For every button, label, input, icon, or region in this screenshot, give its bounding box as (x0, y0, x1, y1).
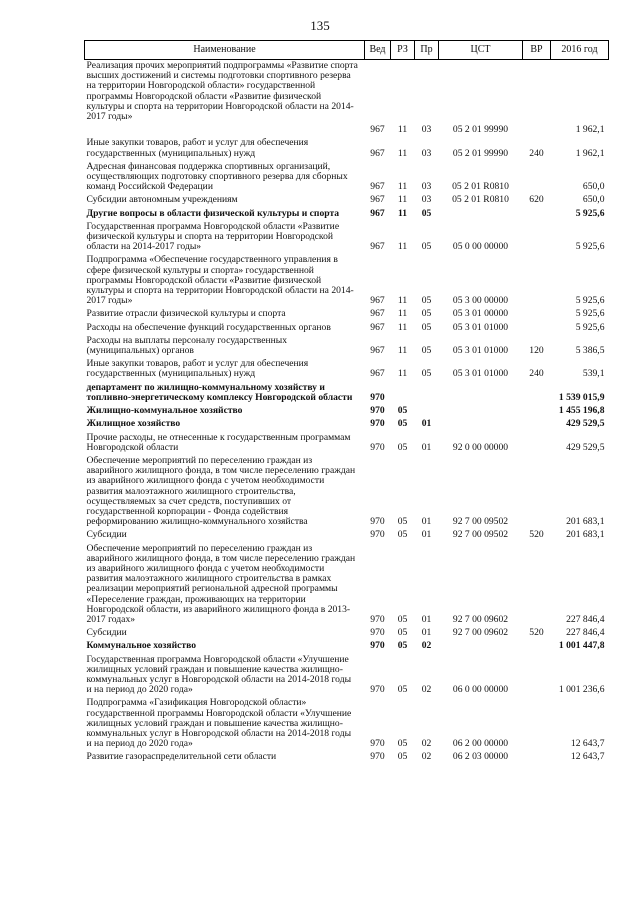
table-row (85, 194, 609, 207)
row-name: Государственная программа Новгородской области «Развитие физической культуры и спорта на территории Новгородской области на 2014-2017 годы» (86, 220, 340, 253)
row-pr: 05 (421, 295, 432, 307)
row-ved: 967 (370, 124, 385, 136)
page-number: 135 (310, 18, 330, 33)
row-vr (523, 418, 551, 431)
table-row (85, 335, 609, 358)
row-cst: 92 7 00 09502 (452, 516, 509, 528)
table-row (85, 751, 609, 764)
row-name: Расходы на обеспечение функций государственных органов (86, 321, 331, 333)
row-name: Другие вопросы в области физической культуры и спорта (86, 207, 340, 219)
row-ved (365, 60, 391, 125)
row-sum: 227 846,4 (566, 627, 605, 639)
row-ved: 967 (370, 295, 385, 307)
table-row (85, 254, 609, 308)
table-header (85, 41, 609, 60)
row-cst: 92 7 00 09502 (452, 529, 509, 541)
row-pr: 05 (421, 308, 432, 320)
table-row (85, 60, 609, 125)
row-ved: 967 (370, 368, 385, 380)
row-sum: 539,1 (582, 368, 605, 380)
row-pr: 05 (421, 368, 432, 380)
row-vr: 620 (529, 194, 544, 206)
row-pr: 03 (421, 194, 432, 206)
row-rz: 11 (397, 194, 408, 206)
row-cst: 05 2 01 99990 (452, 147, 509, 159)
row-pr: 02 (421, 738, 432, 750)
row-sum (551, 60, 609, 125)
row-vr: 240 (529, 147, 544, 159)
row-sum: 5 925,6 (575, 241, 605, 253)
row-vr (523, 208, 551, 221)
row-vr (523, 322, 551, 335)
row-rz: 11 (397, 308, 408, 320)
row-cst: 05 2 01 99990 (452, 124, 509, 136)
row-name: Субсидии автономным учреждениям (86, 194, 238, 206)
row-vr (523, 405, 551, 418)
row-rz: 11 (397, 207, 408, 219)
table-row (85, 161, 609, 195)
row-sum: 5 925,6 (575, 295, 605, 307)
column-header-cst: ЦСТ (439, 41, 523, 60)
row-rz: 11 (397, 368, 408, 380)
row-vr (523, 654, 551, 698)
row-ved: 970 (370, 405, 385, 417)
row-sum: 650,0 (582, 181, 605, 193)
row-name: Коммунальное хозяйство (86, 640, 196, 652)
row-name: Подпрограмма «Газификация Новгородской области» государственной программы Новгородской области «Улучшение жилищных условий граждан и повышение качества жилищно-коммунальных услуг в Новгородской области на 2014-2018 годы и на период до 2020 года» (86, 697, 352, 750)
row-name: Прочие расходы, не отнесенные к государственным программам Новгородской области (86, 431, 351, 453)
row-name: Развитие газораспределительной сети области (86, 751, 277, 763)
table-row (85, 137, 609, 160)
row-cst: 06 0 00 00000 (452, 684, 509, 696)
row-rz: 05 (397, 640, 408, 652)
table-row (85, 124, 609, 137)
row-cst: 05 3 00 00000 (452, 295, 509, 307)
row-vr (523, 382, 551, 405)
row-sum: 1 962,1 (575, 124, 605, 136)
table-row (85, 640, 609, 653)
row-sum: 201 683,1 (566, 529, 605, 541)
row-pr: 01 (421, 418, 432, 430)
row-rz: 05 (397, 516, 408, 528)
row-cst: 92 7 00 09602 (452, 613, 509, 625)
row-vr: 240 (529, 368, 544, 380)
row-ved: 970 (370, 613, 385, 625)
row-sum: 1 001 447,8 (558, 640, 605, 652)
row-ved: 967 (370, 181, 385, 193)
row-name: Субсидии (86, 627, 127, 639)
row-pr: 01 (421, 441, 432, 453)
row-rz: 11 (397, 147, 408, 159)
row-name: Расходы на выплаты персоналу государственных (муниципальных) органов (86, 334, 288, 357)
row-cst: 06 2 03 00000 (452, 751, 509, 763)
row-rz: 05 (397, 684, 408, 696)
row-vr (523, 697, 551, 751)
row-sum: 1 962,1 (575, 147, 605, 159)
row-ved: 970 (370, 441, 385, 453)
row-pr: 03 (421, 124, 432, 136)
row-vr (523, 543, 551, 628)
table-row (85, 308, 609, 321)
row-name: Обеспечение мероприятий по переселению граждан из аварийного жилищного фонда, в том числе переселению граждан из аварийного жилищного фонда с учетом необходимости развития малоэтажного жилищного строительства в рамках реализации мероприятий региональной адресной программы «Переселение граждан, проживающих на территории Новгородской области, из аварийного жилищного фонда в 2013-2017 годах» (86, 542, 356, 625)
row-ved: 970 (370, 391, 385, 403)
row-cst: 05 3 01 01000 (452, 345, 509, 357)
row-cst: 92 7 00 09602 (452, 627, 509, 639)
row-rz: 05 (397, 441, 408, 453)
table-row (85, 358, 609, 381)
row-ved: 967 (370, 207, 385, 219)
row-pr: 05 (421, 207, 432, 219)
row-pr: 05 (421, 321, 432, 333)
row-rz: 11 (397, 181, 408, 193)
row-cst: 06 2 00 00000 (452, 738, 509, 750)
row-vr (523, 751, 551, 764)
table-row (85, 697, 609, 751)
row-rz: 05 (397, 405, 408, 417)
table-row (85, 221, 609, 255)
row-name: Субсидии (86, 529, 127, 541)
row-cst: 05 2 01 R0810 (452, 181, 509, 193)
row-name: Адресная финансовая поддержка спортивных организаций, осуществляющих подготовку спортивного резерва для сборных команд Российской Федерации (86, 160, 348, 193)
row-pr (415, 60, 439, 125)
row-rz (391, 60, 415, 125)
row-name: Жилищно-коммунальное хозяйство (86, 405, 243, 417)
row-ved: 967 (370, 147, 385, 159)
row-vr (523, 432, 551, 455)
row-name: Обеспечение мероприятий по переселению граждан из аварийного жилищного фонда, в том числе переселению граждан из аварийного жилищного фонда с учетом необходимости развития малоэтажного жилищного строительства, осуществляемых за счет средств, поступивших от государственной корпорации - Фонда содействия реформированию жилищно-коммунального хозяйства (86, 454, 356, 528)
row-cst (439, 208, 523, 221)
row-vr (523, 308, 551, 321)
table-row (85, 382, 609, 405)
column-header-vr: ВР (523, 41, 551, 60)
row-cst: 05 3 01 01000 (452, 321, 509, 333)
row-vr: 120 (529, 345, 544, 357)
row-sum: 1 001 236,6 (558, 684, 605, 696)
table-row (85, 543, 609, 628)
table-row (85, 432, 609, 455)
row-cst (439, 405, 523, 418)
row-sum: 227 846,4 (566, 613, 605, 625)
row-sum: 1 539 015,9 (558, 391, 605, 403)
row-cst: 05 3 01 00000 (452, 308, 509, 320)
row-rz: 05 (397, 627, 408, 639)
row-sum: 5 925,6 (575, 207, 605, 219)
column-header-rz: РЗ (391, 41, 415, 60)
row-ved: 970 (370, 627, 385, 639)
row-ved: 970 (370, 684, 385, 696)
row-vr (523, 254, 551, 308)
row-rz: 05 (397, 529, 408, 541)
row-vr: 520 (529, 627, 544, 639)
row-pr: 02 (421, 751, 432, 763)
row-ved: 967 (370, 194, 385, 206)
row-name: Подпрограмма «Обеспечение государственного управления в сфере физической культуры и спорта» государственной программы Новгородской области «Развитие физической культуры и спорта на территории Новгородской области на 2014-2017 годы» (86, 254, 354, 307)
row-ved: 970 (370, 418, 385, 430)
row-rz: 05 (397, 738, 408, 750)
row-sum: 12 643,7 (570, 751, 605, 763)
table-row (85, 654, 609, 698)
column-header-sum: 2016 год (551, 41, 609, 60)
table-row (85, 405, 609, 418)
row-name: Жилищное хозяйство (86, 418, 181, 430)
row-name (85, 124, 365, 137)
row-name: Реализация прочих мероприятий подпрограммы «Развитие спорта высших достижений и системы подготовки спортивного резерва на территории Новгородской области» государственной программы Новгородской области «Развитие физической культуры и спорта на территории Новгородской области на 2014-2017 годы» (86, 60, 358, 123)
row-vr (523, 124, 551, 137)
table-body (85, 60, 609, 765)
column-header-name: Наименование (85, 41, 365, 60)
table-row (85, 322, 609, 335)
row-ved: 967 (370, 345, 385, 357)
row-ved: 970 (370, 516, 385, 528)
row-sum: 5 386,5 (575, 345, 605, 357)
row-pr: 01 (421, 529, 432, 541)
row-vr (523, 221, 551, 255)
row-ved: 967 (370, 241, 385, 253)
row-cst: 05 2 01 R0810 (452, 194, 509, 206)
row-sum: 5 925,6 (575, 308, 605, 320)
row-sum: 429 529,5 (566, 441, 605, 453)
row-vr: 520 (529, 529, 544, 541)
row-sum: 1 455 196,8 (558, 405, 605, 417)
row-rz: 05 (397, 751, 408, 763)
row-pr: 05 (421, 345, 432, 357)
row-ved: 967 (370, 321, 385, 333)
row-pr (415, 382, 439, 405)
table-row (85, 455, 609, 529)
row-vr (523, 640, 551, 653)
row-ved: 970 (370, 738, 385, 750)
row-rz: 11 (397, 321, 408, 333)
row-ved: 970 (370, 640, 385, 652)
table-row (85, 529, 609, 542)
row-vr (523, 455, 551, 529)
table-row (85, 627, 609, 640)
row-pr: 01 (421, 627, 432, 639)
row-name: Развитие отрасли физической культуры и спорта (86, 308, 286, 320)
row-pr: 02 (421, 640, 432, 652)
row-pr: 01 (421, 516, 432, 528)
row-vr (523, 161, 551, 195)
table-row (85, 418, 609, 431)
row-rz: 05 (397, 418, 408, 430)
row-sum: 650,0 (582, 194, 605, 206)
row-ved: 970 (370, 529, 385, 541)
row-cst: 92 0 00 00000 (452, 441, 509, 453)
row-cst: 05 3 01 01000 (452, 368, 509, 380)
row-pr: 01 (421, 613, 432, 625)
row-sum: 429 529,5 (566, 418, 605, 430)
row-cst (439, 640, 523, 653)
row-cst: 05 0 00 00000 (452, 241, 509, 253)
row-name: Государственная программа Новгородской области «Улучшение жилищных условий граждан и повышение качества жилищно-коммунальных услуг в Новгородской области на 2014-2018 годы и на период до 2020 года» (86, 653, 352, 696)
row-ved: 970 (370, 751, 385, 763)
row-rz: 11 (397, 124, 408, 136)
row-cst (439, 60, 523, 125)
row-pr: 05 (421, 241, 432, 253)
row-pr: 02 (421, 684, 432, 696)
row-rz: 11 (397, 345, 408, 357)
row-name: Иные закупки товаров, работ и услуг для обеспечения государственных (муниципальных) нужд (86, 137, 309, 159)
row-name: департамент по жилищно-коммунальному хозяйству и топливно-энергетическому комплексу Новгородской области (86, 381, 353, 403)
table-row (85, 208, 609, 221)
row-sum: 12 643,7 (570, 738, 605, 750)
row-pr (415, 405, 439, 418)
row-cst (439, 382, 523, 405)
row-sum: 5 925,6 (575, 321, 605, 333)
row-rz: 11 (397, 241, 408, 253)
row-name: Иные закупки товаров, работ и услуг для обеспечения государственных (муниципальных) нужд (86, 358, 309, 380)
row-rz (391, 382, 415, 405)
row-pr: 03 (421, 181, 432, 193)
row-cst (439, 418, 523, 431)
budget-table (84, 40, 609, 765)
row-rz: 05 (397, 613, 408, 625)
row-sum: 201 683,1 (566, 516, 605, 528)
row-rz: 11 (397, 295, 408, 307)
column-header-pr: Пр (415, 41, 439, 60)
column-header-ved: Вед (365, 41, 391, 60)
row-pr: 03 (421, 147, 432, 159)
row-vr (523, 60, 551, 125)
row-ved: 967 (370, 308, 385, 320)
